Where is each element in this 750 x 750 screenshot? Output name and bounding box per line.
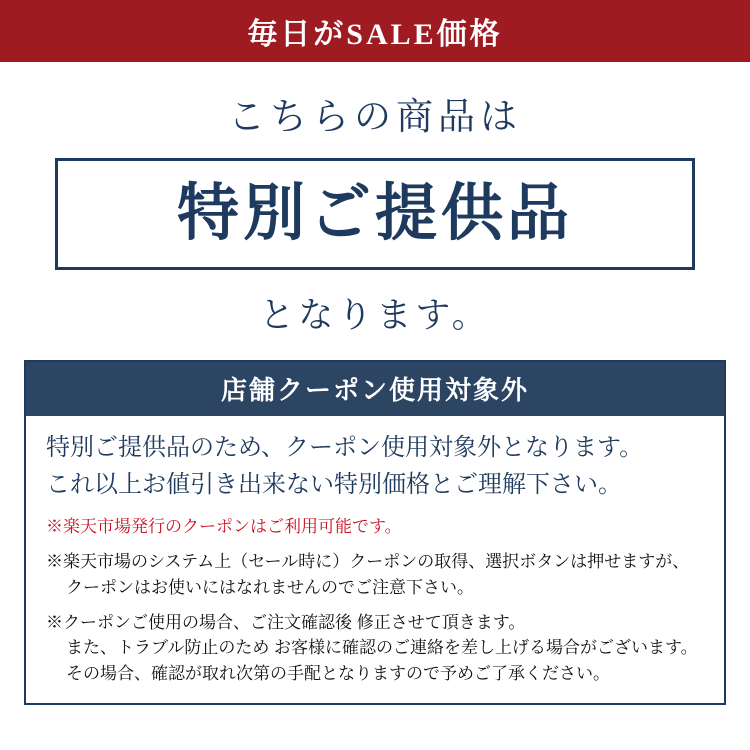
note-coupon-used-handling-line1: ※クーポンご使用の場合、ご注文確認後 修正させて頂きます。	[46, 612, 526, 632]
coupon-exclusion-body	[26, 416, 724, 703]
sale-price-banner-text: 毎日がSALE価格	[247, 18, 503, 51]
note-system-limitation-line1: ※楽天市場のシステム上（セール時に）クーポンの取得、選択ボタンは押せますが、	[46, 551, 690, 571]
note-coupon-used-handling	[46, 610, 704, 687]
special-offer-label: 特別ご提供品	[176, 180, 573, 248]
lead-line-2: これ以上お値引き出来ない特別価格とご理解下さい。	[46, 472, 622, 499]
note-coupon-used-handling-line3: その場合、確認が取れ次第の手配となりますので予めご了承ください。	[66, 664, 610, 684]
coupon-exclusion-panel	[24, 360, 726, 705]
note-rakuten-coupon-usable: ※楽天市場発行のクーポンはご利用可能です。	[46, 517, 402, 537]
lead-line-1: 特別ご提供品のため、クーポン使用対象外となります。	[46, 435, 644, 461]
coupon-exclusion-title: 店舗クーポン使用対象外	[26, 362, 724, 416]
note-coupon-used-handling-line2: また、トラブル防止のため お客様に確認のご連絡を差し上げる場合がございます。	[66, 638, 698, 658]
headline-line2: となります。	[259, 296, 491, 335]
sale-price-banner	[0, 0, 750, 62]
note-system-limitation	[46, 549, 704, 601]
special-offer-box	[55, 158, 695, 270]
headline-line1: こちらの商品は	[228, 97, 522, 138]
note-system-limitation-line2: クーポンはお使いにはなれませんのでご注意下さい。	[66, 577, 474, 597]
